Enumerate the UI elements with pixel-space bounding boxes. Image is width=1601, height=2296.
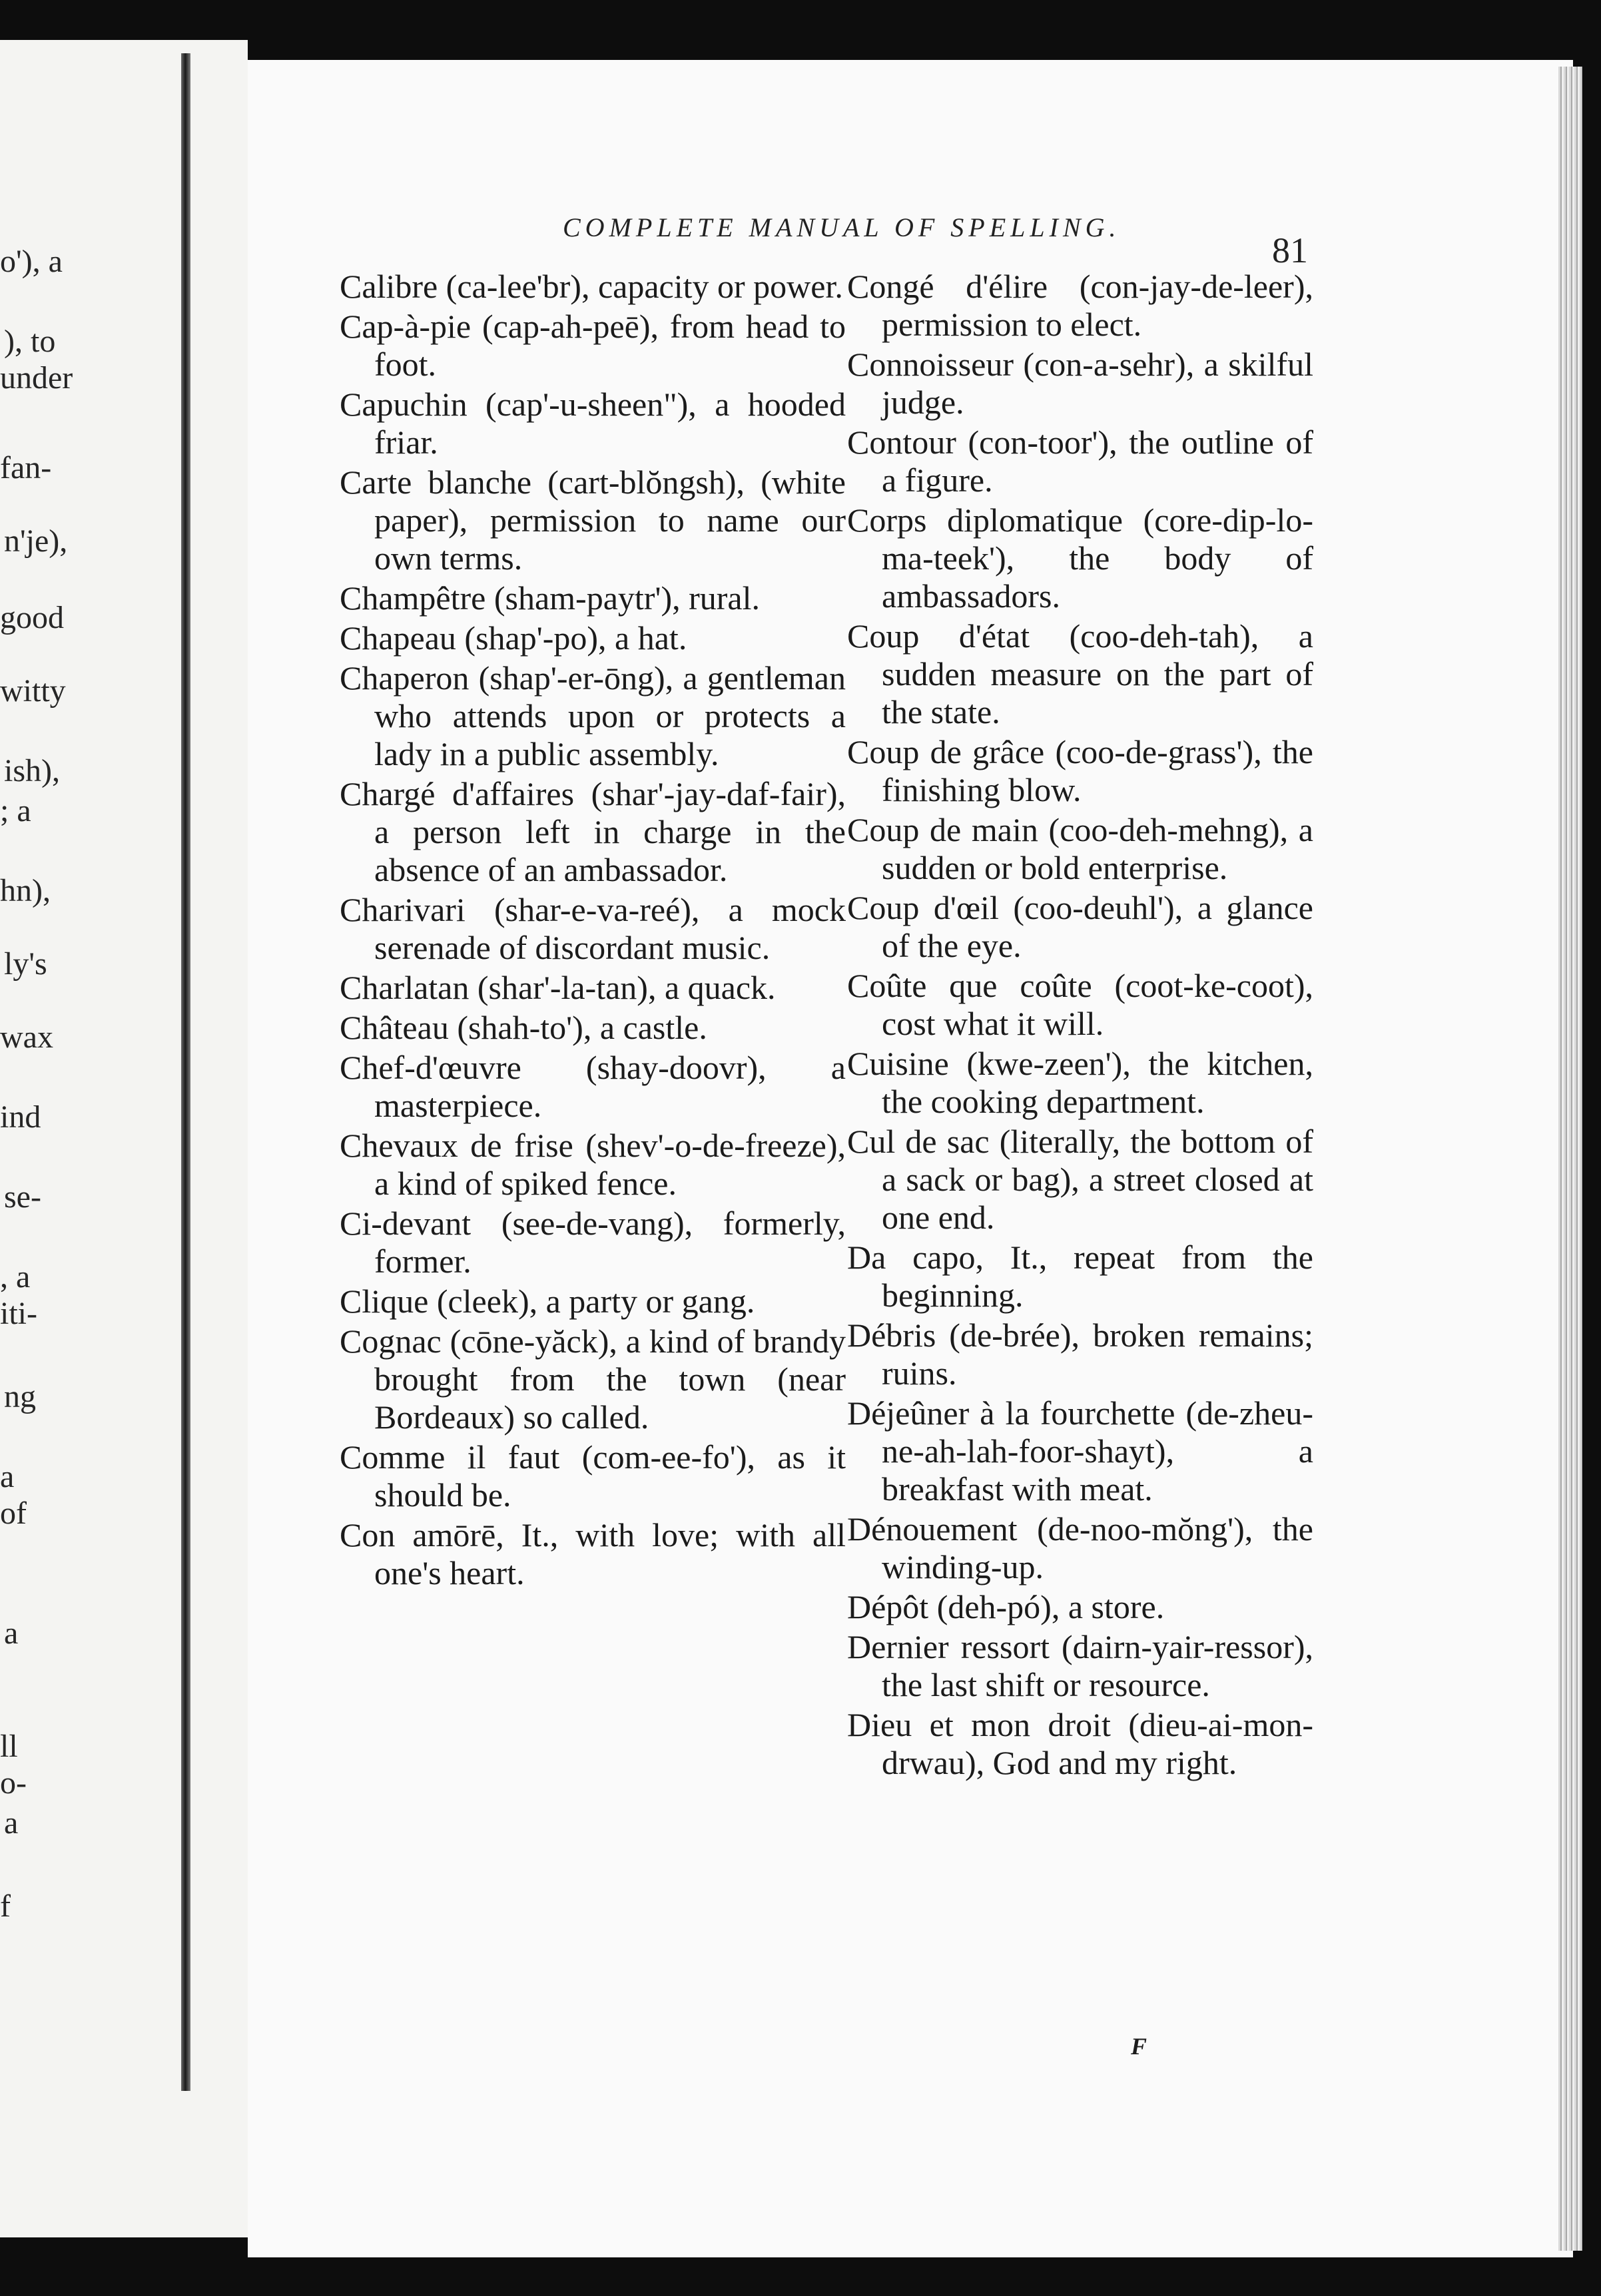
page-edges — [1558, 67, 1582, 2251]
left-page-fragment-text: wax — [0, 1019, 53, 1055]
glossary-entry: Coup de main (coo-deh-mehng), a sudden or bold enterprise. — [847, 811, 1313, 886]
left-page-fragment-text: under — [0, 360, 73, 396]
left-page-fragment-text: ish), — [4, 753, 60, 788]
glossary-column-left — [340, 268, 846, 1594]
left-page-fragment-text: ng — [4, 1379, 36, 1414]
left-page-fragment-text: fan- — [0, 450, 52, 485]
glossary-entry: Débris (de-brée), broken remains; ruins. — [847, 1316, 1313, 1392]
glossary-entry: Champêtre (sham-paytr'), rural. — [340, 579, 760, 617]
signature-mark: F — [1131, 2033, 1147, 2060]
glossary-entry: Clique (cleek), a party or gang. — [340, 1283, 755, 1320]
glossary-entry: Charivari (shar-e-va-reé), a mock serenade of discordant music. — [340, 891, 846, 966]
left-page-fragment-text: ), to — [4, 324, 56, 359]
left-page-fragment-text: ind — [0, 1099, 41, 1135]
glossary-entry: Cap-à-pie (cap-ah-peē), from head to foot. — [340, 308, 846, 383]
glossary-entry: Dernier ressort (dairn-yair-ressor), the last shift or resource. — [847, 1628, 1313, 1703]
glossary-entry: Chargé d'affaires (shar'-jay-daf-fair), a person left in charge in the absence of an ambassador. — [340, 775, 846, 888]
glossary-entry: Château (shah-to'), a castle. — [340, 1009, 707, 1046]
glossary-entry: Chevaux de frise (shev'-o-de-freeze), a kind of spiked fence. — [340, 1127, 846, 1202]
glossary-entry: Contour (con-toor'), the outline of a figure. — [847, 424, 1313, 499]
glossary-entry: Coup d'œil (coo-deuhl'), a glance of the eye. — [847, 889, 1313, 964]
glossary-entry: Dépôt (deh-pó), a store. — [847, 1588, 1165, 1625]
glossary-entry: Chapeau (shap'-po), a hat. — [340, 619, 687, 657]
glossary-entry: Comme il faut (com-ee-fo'), as it should be. — [340, 1438, 846, 1514]
left-page-fragment-text: ly's — [4, 946, 47, 982]
glossary-entry: Coup de grâce (coo-de-grass'), the finishing blow. — [847, 733, 1313, 808]
page-number: 81 — [1272, 230, 1308, 270]
book-gutter — [181, 53, 190, 2091]
running-head: COMPLETE MANUAL OF SPELLING. — [563, 212, 1121, 242]
glossary-entry: Carte blanche (cart-blŏngsh), (white paper), permission to name our own terms. — [340, 463, 846, 577]
left-page-fragment-text: , a — [0, 1259, 31, 1294]
glossary-entry: Ci-devant (see-de-vang), formerly, former. — [340, 1205, 846, 1280]
glossary-entry: Déjeûner à la fourchette (de-zheu-ne-ah-lah-foor-shayt), a breakfast with meat. — [847, 1394, 1313, 1508]
left-page-fragment-text: a — [0, 1459, 15, 1494]
glossary-entry: Chef-d'œuvre (shay-doovr), a masterpiece. — [340, 1049, 846, 1124]
left-page-fragment-text: witty — [0, 673, 66, 709]
left-page-fragment-text: o- — [0, 1765, 27, 1801]
glossary-entry: Capuchin (cap'-u-sheen"), a hooded friar. — [340, 386, 846, 461]
glossary-entry: Dénouement (de-noo-mŏng'), the winding-up. — [847, 1510, 1313, 1585]
left-page-fragment-text: n'je), — [4, 523, 68, 559]
left-page-fragment-text: se- — [4, 1179, 41, 1215]
left-page-fragment-text: ; a — [0, 793, 31, 828]
glossary-column-right — [847, 268, 1313, 1784]
glossary-entry: Charlatan (shar'-la-tan), a quack. — [340, 969, 776, 1006]
glossary-entry: Corps diplomatique (core-dip-lo-ma-teek'), the body of ambassadors. — [847, 501, 1313, 615]
glossary-entry: Cuisine (kwe-zeen'), the kitchen, the cooking department. — [847, 1045, 1313, 1120]
left-page-fragment-text: good — [0, 600, 64, 635]
left-page-fragment-text: f — [0, 1888, 11, 1924]
glossary-entry: Cul de sac (literally, the bottom of a sack or bag), a street closed at one end. — [847, 1123, 1313, 1236]
left-page-fragment-text: iti- — [0, 1296, 37, 1331]
glossary-entry: Dieu et mon droit (dieu-ai-mon-drwau), God and my right. — [847, 1706, 1313, 1781]
glossary-entry: Congé d'élire (con-jay-de-leer), permission to elect. — [847, 268, 1313, 343]
left-page-fragment-text: ll — [0, 1729, 18, 1764]
glossary-entry: Cognac (cōne-yăck), a kind of brandy brought from the town (near Bordeaux) so called. — [340, 1322, 846, 1436]
glossary-entry: Coup d'état (coo-deh-tah), a sudden measure on the part of the state. — [847, 617, 1313, 730]
glossary-entry: Connoisseur (con-a-sehr), a skilful judge. — [847, 346, 1313, 421]
left-page-fragment-text: hn), — [0, 873, 51, 908]
glossary-entry: Da capo, It., repeat from the beginning. — [847, 1239, 1313, 1314]
left-page-fragment-text: o'), a — [0, 244, 63, 279]
left-page-fragment-text: a — [4, 1615, 19, 1651]
glossary-entry: Con amōrē, It., with love; with all one's heart. — [340, 1516, 846, 1591]
glossary-entry: Coûte que coûte (coot-ke-coot), cost what it will. — [847, 967, 1313, 1042]
left-page-fragment-text: of — [0, 1496, 27, 1531]
glossary-entry: Calibre (ca-lee'br), capacity or power. — [340, 268, 843, 305]
glossary-entry: Chaperon (shap'-er-ōng), a gentleman who attends upon or protects a lady in a public assembly. — [340, 659, 846, 772]
left-page-fragment-text: a — [4, 1805, 19, 1841]
